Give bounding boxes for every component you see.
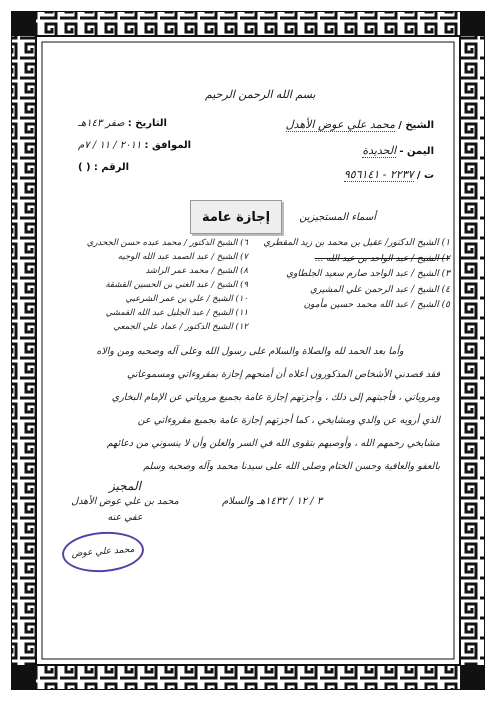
name-item: ٢) الشيخ / عبد الواحد بن عبد الله ... [314, 253, 450, 264]
name-item: ٣) الشيخ / عبد الواحد صارم سعيد الجلطاوي [286, 269, 450, 279]
name-item: ٦) الشيخ الدكتور / محمد عبده حسن الجحدري [86, 238, 248, 248]
name-item: ٤) الشيخ / عبد الرحمن علي المشيري [309, 284, 450, 295]
name-item: ١١) الشيخ / عبد الجليل عبد الله القمشي [105, 308, 248, 318]
body-line: مشايخي رحمهم الله ، وأوصيهم بتقوى الله في السر والعلن وأن لا ينسوني من دعائهم [106, 438, 440, 449]
name-item: ٨) الشيخ / محمد عمر الراشد [145, 266, 248, 276]
body-line: بالعفو والعافية وحسن الختام وصلى الله على سيدنا محمد وآله وصحبه وسلم [143, 461, 440, 472]
name-item: ٧) الشيخ / عبد الصمد عبد الله الوجيه [117, 252, 248, 262]
signature-name: محمد بن علي عوض الأهدل [71, 496, 179, 507]
basmala: بسم الله الرحمن الرحيم [205, 88, 316, 101]
name-item: ١) الشيخ الدكتور/ عقيل بن محمد بن زيد المقطري [263, 238, 450, 248]
muwafiq-label: الموافق : [144, 140, 192, 151]
date-value: صفر ١٤٣هـ [78, 118, 125, 129]
names-intro: أسماء المستجيزين [299, 212, 376, 223]
name-item: ٩) الشيخ / عبد الغني بن الحسين القشقة [105, 280, 248, 290]
signature-label: المجيز [109, 479, 141, 493]
sheikh-field [286, 118, 434, 131]
body-line: وأما بعد الحمد لله والصلاة والسلام على رسول الله وعلى آله وصحبه ومن والاه [96, 346, 404, 357]
phone-label: ت / [416, 170, 434, 181]
name-item: ١٠) الشيخ / علي بن عمر الشرعبي [125, 294, 248, 304]
ref-field [78, 162, 129, 173]
country-label: اليمن - [399, 146, 434, 157]
body-line: فقد قصدني الأشخاص المذكورون أعلاه أن أمنحهم إجازة بمقروءاتي ومسموعاتي [126, 369, 440, 380]
date-label: التاريخ : [127, 118, 167, 129]
signature-note: عفي عنه [107, 512, 143, 523]
closing-date: ٣ / ١٢ / ١٤٣٢هـ والسلام [222, 496, 323, 507]
name-item: ١٢) الشيخ الدكتور / عماد علي الجمعي [113, 322, 248, 332]
phone-field [344, 168, 434, 181]
names-column-right [250, 236, 450, 314]
document-title-box [190, 200, 282, 234]
body-line: الذي أرويه عن والدي ومشايخي ، كما أجزتهم إجازة عامة بجميع مقروءاتي عن [137, 415, 440, 426]
muwafiq-field [78, 140, 191, 151]
document-title: إجازة عامة [201, 209, 271, 225]
country-field [362, 144, 434, 157]
body-text [60, 340, 440, 478]
stamp-text: محمد علي عوض [71, 544, 135, 560]
name-item: ٥) الشيخ / عبد الله محمد حسين مأمون [303, 300, 450, 310]
sheikh-value: محمد علي عوض الأهدل [285, 118, 396, 131]
sheikh-label: الشيخ / [398, 120, 434, 131]
date-field [78, 118, 167, 129]
ref-value: ( ) [78, 162, 91, 173]
signature-block [70, 478, 180, 526]
phone-value: ٢٢٣٧ - ٩٥٦١٤١ [343, 168, 414, 181]
country-value: الحديدة [362, 144, 397, 157]
names-column-left [52, 236, 248, 334]
ref-label: الرقم : [93, 162, 130, 173]
body-line: ومروياتي ، فأجبتهم إلى ذلك ، وأجزتهم إجازة عامة بجميع مروياتي عن الإمام البخاري [111, 392, 440, 403]
muwafiq-value: ٢٠١١ / ١١ / ٧م [78, 140, 142, 151]
